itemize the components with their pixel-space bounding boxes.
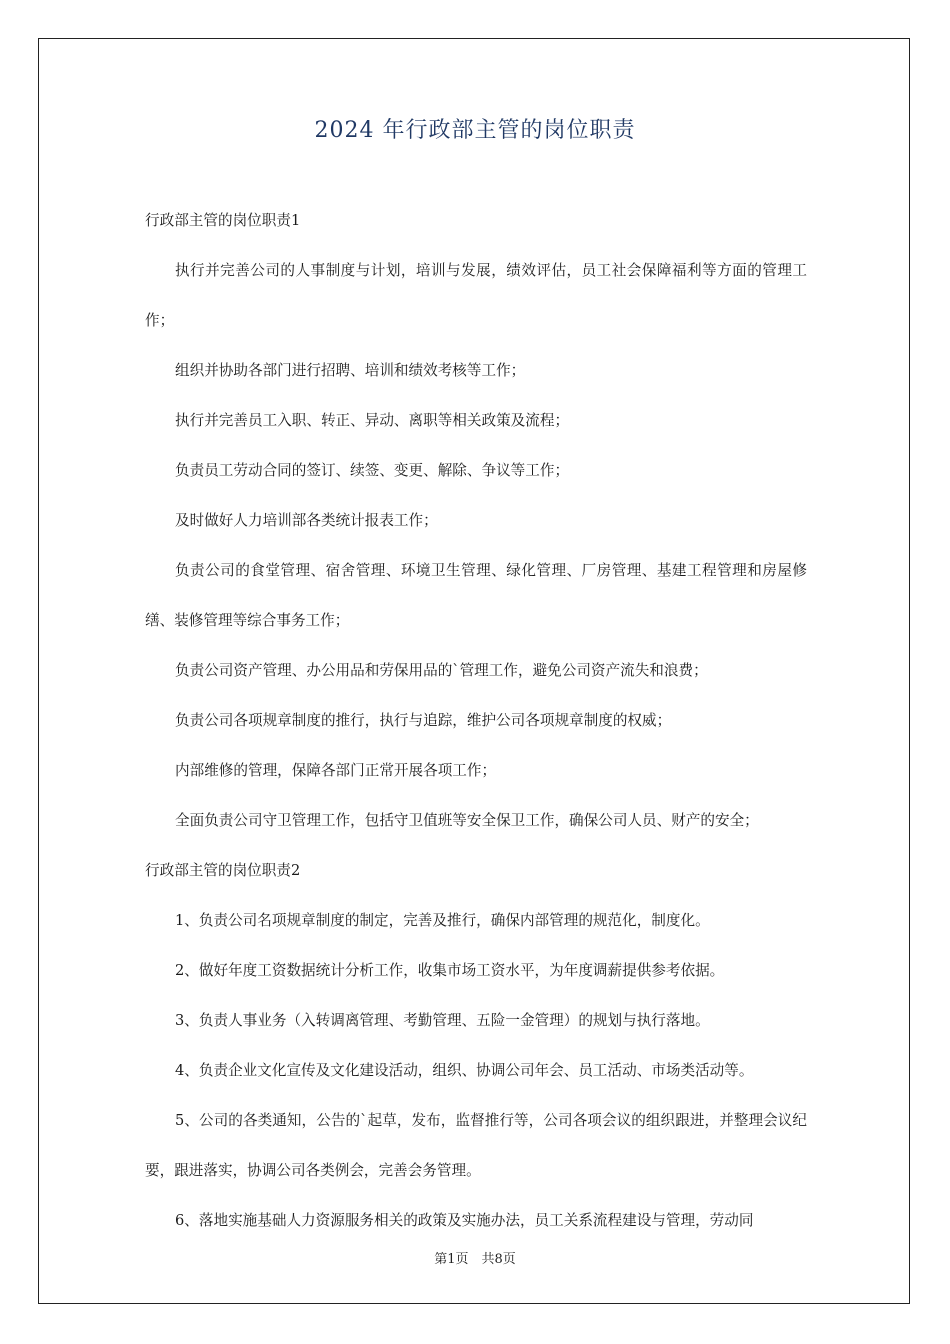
body-paragraph: 4、负责企业文化宣传及文化建设活动，组织、协调公司年会、员工活动、市场类活动等。	[175, 1062, 754, 1079]
body-paragraph: 2、做好年度工资数据统计分析工作，收集市场工资水平，为年度调薪提供参考依据。	[175, 962, 725, 979]
body-paragraph: 负责员工劳动合同的签订、续签、变更、解除、争议等工作；	[175, 462, 570, 479]
document-body	[145, 196, 807, 1246]
page-number-footer: 第1页 共8页	[434, 1252, 516, 1267]
section-heading: 行政部主管的岗位职责1	[145, 212, 301, 229]
body-paragraph: 1、负责公司名项规章制度的制定，完善及推行，确保内部管理的规范化，制度化。	[175, 912, 710, 929]
body-paragraph: 负责公司各项规章制度的推行，执行与追踪，维护公司各项规章制度的权威；	[175, 712, 672, 729]
body-paragraph: 负责公司的食堂管理、宿舍管理、环境卫生管理、绿化管理、厂房管理、基建工程管理和房屋修缮、装修管理等综合事务工作；	[145, 562, 807, 629]
body-paragraph: 执行并完善员工入职、转正、异动、离职等相关政策及流程；	[175, 412, 570, 429]
body-paragraph: 3、负责人事业务（入转调离管理、考勤管理、五险一金管理）的规划与执行落地。	[175, 1012, 710, 1029]
body-paragraph: 5、公司的各类通知，公告的`起草，发布，监督推行等，公司各项会议的组织跟进，并整理会议纪要，跟进落实，协调公司各类例会，完善会务管理。	[145, 1112, 807, 1179]
body-paragraph: 及时做好人力培训部各类统计报表工作；	[175, 512, 438, 529]
body-paragraph: 执行并完善公司的人事制度与计划，培训与发展，绩效评估，员工社会保障福利等方面的管理工作；	[145, 262, 807, 329]
section-heading: 行政部主管的岗位职责2	[145, 862, 301, 879]
document-title: 2024 年行政部主管的岗位职责	[314, 118, 636, 143]
body-paragraph: 负责公司资产管理、办公用品和劳保用品的`管理工作，避免公司资产流失和浪费；	[175, 662, 708, 679]
body-paragraph: 全面负责公司守卫管理工作，包括守卫值班等安全保卫工作，确保公司人员、财产的安全；	[175, 812, 759, 829]
body-paragraph: 组织并协助各部门进行招聘、培训和绩效考核等工作；	[175, 362, 526, 379]
body-paragraph: 6、落地实施基础人力资源服务相关的政策及实施办法，员工关系流程建设与管理，劳动同	[175, 1212, 754, 1229]
body-paragraph: 内部维修的管理，保障各部门正常开展各项工作；	[175, 762, 497, 779]
